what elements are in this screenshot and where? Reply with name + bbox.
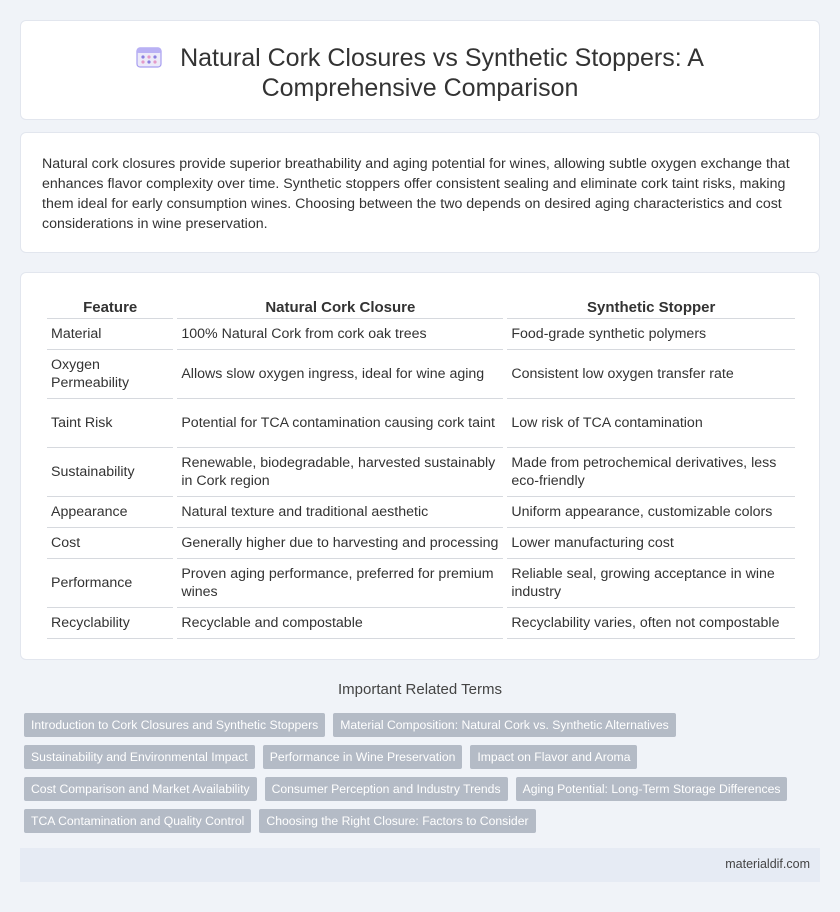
header-feature: Feature [47,297,173,319]
header-natural-cork: Natural Cork Closure [177,297,503,319]
table-row [47,497,795,528]
related-term-tag[interactable]: Cost Comparison and Market Availability [24,777,257,801]
related-term-tag[interactable]: Impact on Flavor and Aroma [470,745,637,769]
related-terms-title: Important Related Terms [338,681,502,698]
row-natural-cork: Recyclable and compostable [177,608,503,639]
table-row [47,448,795,497]
row-synthetic-stopper: Uniform appearance, customizable colors [507,497,795,528]
row-synthetic-stopper: Lower manufacturing cost [507,528,795,559]
footer [20,848,820,882]
table-row [47,399,795,448]
row-feature: Sustainability [47,448,173,497]
header-synthetic-stopper: Synthetic Stopper [507,297,795,319]
row-natural-cork: 100% Natural Cork from cork oak trees [177,319,503,350]
related-term-tag[interactable]: Consumer Perception and Industry Trends [265,777,508,801]
row-natural-cork: Proven aging performance, preferred for premium wines [177,559,503,608]
row-feature: Appearance [47,497,173,528]
row-synthetic-stopper: Food-grade synthetic polymers [507,319,795,350]
comparison-card [20,272,820,660]
row-synthetic-stopper: Made from petrochemical derivatives, less eco-friendly [507,448,795,497]
intro-card [20,132,820,253]
related-term-tag[interactable]: Choosing the Right Closure: Factors to Consider [259,809,535,833]
row-synthetic-stopper: Recyclability varies, often not compostable [507,608,795,639]
calendar-grid-icon [136,46,162,68]
row-feature: Cost [47,528,173,559]
page-title: Natural Cork Closures vs Synthetic Stoppers: A Comprehensive Comparison [180,44,704,102]
related-term-tag[interactable]: TCA Contamination and Quality Control [24,809,251,833]
row-feature: Performance [47,559,173,608]
table-row [47,350,795,399]
row-feature: Taint Risk [47,399,173,448]
related-term-tag[interactable]: Sustainability and Environmental Impact [24,745,255,769]
table-row [47,319,795,350]
related-term-tag[interactable]: Material Composition: Natural Cork vs. Synthetic Alternatives [333,713,676,737]
intro-paragraph: Natural cork closures provide superior breathability and aging potential for wines, allowing subtle oxygen exchange that enhances flavor complexity over time. Synthetic stoppers offer consistent sealing and eliminate cork taint risks, making them ideal for early consumption wines. Choosing between the two depends on desired aging characteristics and cost considerations in wine preservation. [42,156,790,232]
row-natural-cork: Potential for TCA contamination causing cork taint [177,399,503,448]
table-row [47,528,795,559]
table-row [47,608,795,639]
table-row [47,559,795,608]
row-natural-cork: Allows slow oxygen ingress, ideal for wine aging [177,350,503,399]
title-card [20,20,820,120]
related-term-tag[interactable]: Introduction to Cork Closures and Synthetic Stoppers [24,713,325,737]
footer-site-link[interactable]: materialdif.com [725,857,810,871]
row-synthetic-stopper: Consistent low oxygen transfer rate [507,350,795,399]
row-natural-cork: Generally higher due to harvesting and processing [177,528,503,559]
row-feature: Material [47,319,173,350]
row-natural-cork: Natural texture and traditional aesthetic [177,497,503,528]
row-synthetic-stopper: Low risk of TCA contamination [507,399,795,448]
page-title-wrap [21,43,819,103]
row-feature: Recyclability [47,608,173,639]
row-natural-cork: Renewable, biodegradable, harvested sustainably in Cork region [177,448,503,497]
row-feature: Oxygen Permeability [47,350,173,399]
comparison-table [43,297,799,639]
related-term-tag[interactable]: Performance in Wine Preservation [263,745,463,769]
related-term-tag[interactable]: Aging Potential: Long-Term Storage Differences [516,777,788,801]
table-header-row [47,297,795,319]
related-terms-list [24,713,814,841]
row-synthetic-stopper: Reliable seal, growing acceptance in wine industry [507,559,795,608]
